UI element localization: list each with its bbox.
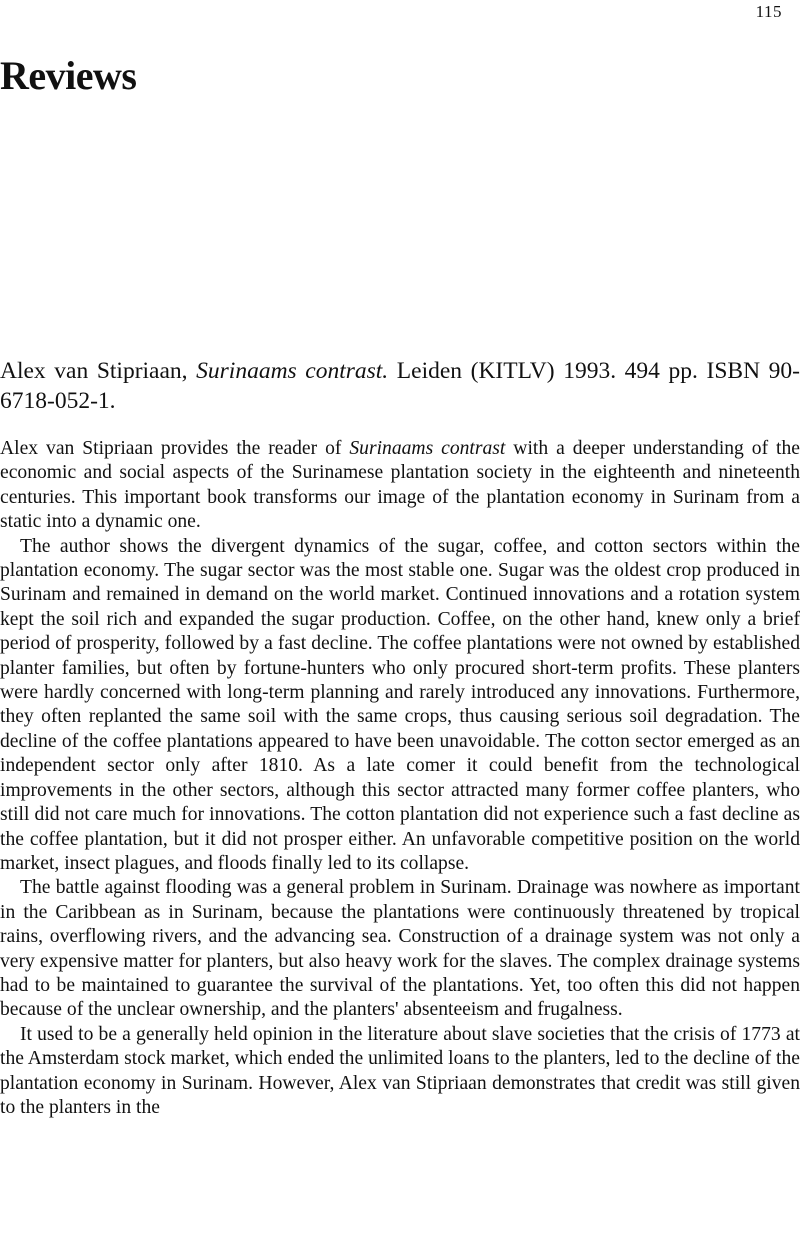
book-title-inline: Surinaams contrast: [349, 438, 506, 459]
section-title: Reviews: [0, 53, 137, 98]
review-citation: [0, 356, 800, 416]
citation-author: Alex van Stipriaan,: [0, 358, 197, 384]
paragraph-3: The battle against flooding was a general problem in Surinam. Drainage was nowhere as important in the Caribbean as in Surinam, because the plantations were continuously threatened by tropical rains, overflowing rivers, and the advancing sea. Construction of a drainage system was not only a very expensive matter for planters, but also heavy work for the slaves. The complex drainage systems had to be maintained to guarantee the survival of the plantations. Yet, too often this did not happen because of the unclear ownership, and the planters' absenteeism and frugalness.: [0, 877, 800, 1021]
citation-details: Leiden (KITLV) 1993. 494 pp. ISBN 90-6718-052-1.: [0, 358, 800, 414]
citation-book-title: Surinaams contrast.: [196, 358, 389, 384]
paragraph-4: It used to be a generally held opinion in the literature about slave societies that the crisis of 1773 at the Amsterdam stock market, which ended the unlimited loans to the planters, led to the decline of the plantation economy in Surinam. However, Alex van Stipriaan demonstrates that credit was still given to the planters in the: [0, 1023, 800, 1118]
review-body: [0, 437, 800, 1120]
paragraph-1: Alex van Stipriaan provides the reader of Surinaams contrast with a deeper understanding of the economic and social aspects of the Surinamese plantation society in the eighteenth and nineteenth centuries. This important book transforms our image of the plantation economy in Surinam from a static into a dynamic one.: [0, 438, 800, 533]
page-number: 115: [755, 2, 782, 21]
paragraph-2: The author shows the divergent dynamics of the sugar, coffee, and cotton sectors within the plantation economy. The sugar sector was the most stable one. Sugar was the oldest crop produced in Surinam and remained in demand on the world market. Continued innovations and a rotation system kept the soil rich and expanded the sugar production. Coffee, on the other hand, knew only a brief period of prosperity, followed by a fast decline. The coffee plantations were not owned by established planter families, but often by fortune-hunters who only procured short-term profits. These planters were hardly concerned with long-term planning and rarely introduced any innovations. Furthermore, they often replanted the same soil with the same crops, thus causing serious soil degradation. The decline of the coffee plantations appeared to have been unavoidable. The cotton sector emerged as an independent sector only after 1810. As a late comer it could benefit from the technological improvements in the other sectors, although this sector attracted many former coffee planters, who still did not care much for innovations. The cotton plantation did not experience such a fast decline as the coffee plantation, but it did not prosper either. An unfavorable competitive position on the world market, insect plagues, and floods finally led to its collapse.: [0, 535, 800, 874]
